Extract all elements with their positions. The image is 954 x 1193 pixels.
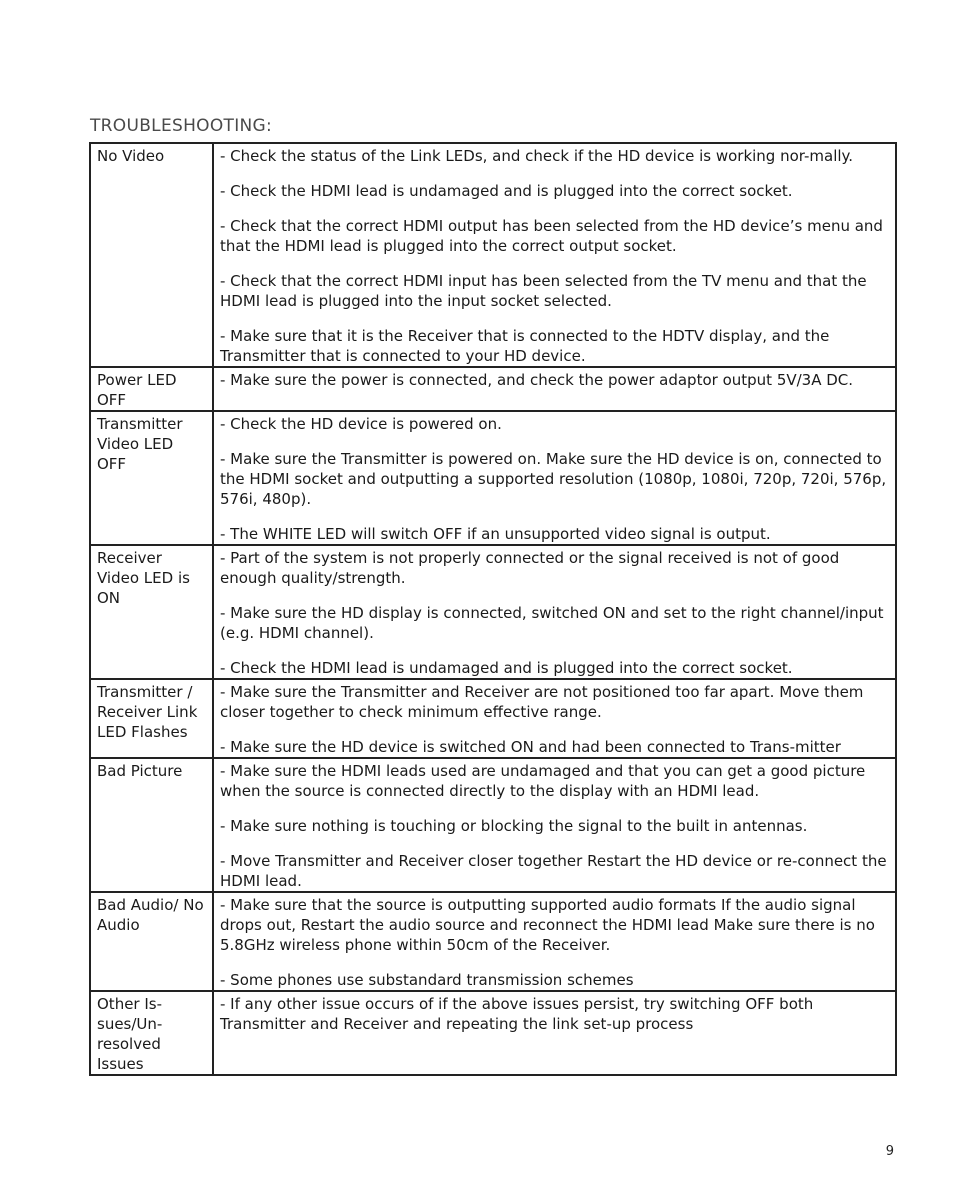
solution-text: - Make sure the Transmitter and Receiver are not positioned too far apart. Move them closer together to check minimum effective range.: [220, 683, 864, 721]
solution-text: - Some phones use substandard transmission schemes: [220, 971, 634, 989]
solution-text: - Make sure the power is connected, and check the power adaptor output 5V/3A DC.: [220, 371, 854, 389]
solution-text: - Make sure the Transmitter is powered on. Make sure the HD device is on, connected to the HDMI socket and outputting a supported resolution (1080p, 1080i, 720p, 720i, 576p, 576i, 480p).: [220, 450, 887, 508]
table-row: [90, 679, 896, 758]
issue-cell: Bad Audio/ No Audio: [90, 892, 213, 991]
table-row: [90, 892, 896, 991]
solution-text: - Part of the system is not properly connected or the signal received is not of good enough quality/strength.: [220, 549, 840, 587]
issue-cell: Transmitter / Receiver Link LED Flashes: [90, 679, 213, 758]
page-number: 9: [885, 1144, 894, 1159]
solution-text: - If any other issue occurs of if the above issues persist, try switching OFF both Transmitter and Receiver and repeating the link set-up process: [220, 995, 814, 1033]
solution-text: - Check the HD device is powered on.: [220, 415, 502, 433]
issue-cell: No Video: [90, 143, 213, 367]
issue-cell: Other Is-sues/Un-resolved Issues: [90, 991, 213, 1075]
solution-cell: [213, 411, 896, 545]
table-row: [90, 143, 896, 367]
table-row: [90, 991, 896, 1075]
table-row: [90, 367, 896, 411]
table-row: [90, 545, 896, 679]
solution-cell: [213, 892, 896, 991]
solution-cell: [213, 143, 896, 367]
solution-text: - Make sure that the source is outputting supported audio formats If the audio signal drops out, Restart the audio source and reconnect the HDMI lead Make sure there is no 5.8GHz wireless phone within 50cm of the Receiver.: [220, 896, 875, 954]
solution-text: - Make sure that it is the Receiver that is connected to the HDTV display, and the Transmitter that is connected to your HD device.: [220, 327, 830, 365]
solution-text: - The WHITE LED will switch OFF if an unsupported video signal is output.: [220, 525, 771, 543]
issue-cell: Power LED OFF: [90, 367, 213, 411]
solution-text: - Check the HDMI lead is undamaged and is plugged into the correct socket.: [220, 182, 793, 200]
solution-cell: [213, 545, 896, 679]
solution-text: - Check that the correct HDMI input has been selected from the TV menu and that the HDMI lead is plugged into the input socket selected.: [220, 272, 867, 310]
solution-text: - Make sure the HD display is connected, switched ON and set to the right channel/input (e.g. HDMI channel).: [220, 604, 884, 642]
issue-cell: Transmitter Video LED OFF: [90, 411, 213, 545]
table-row: [90, 411, 896, 545]
solution-cell: [213, 991, 896, 1075]
troubleshooting-table: [89, 142, 897, 1076]
solution-text: - Check the status of the Link LEDs, and check if the HD device is working nor-mally.: [220, 147, 854, 165]
section-heading: TROUBLESHOOTING:: [90, 116, 273, 136]
table-row: [90, 758, 896, 892]
solution-text: - Check the HDMI lead is undamaged and is plugged into the correct socket.: [220, 659, 793, 677]
solution-text: - Move Transmitter and Receiver closer together Restart the HD device or re-connect the HDMI lead.: [220, 852, 887, 890]
issue-cell: Receiver Video LED is ON: [90, 545, 213, 679]
solution-text: - Make sure nothing is touching or blocking the signal to the built in antennas.: [220, 817, 808, 835]
solution-text: - Make sure the HD device is switched ON and had been connected to Trans-mitter: [220, 738, 841, 756]
solution-cell: [213, 679, 896, 758]
solution-text: - Check that the correct HDMI output has been selected from the HD device’s menu and that the HDMI lead is plugged into the correct output socket.: [220, 217, 883, 255]
solution-cell: [213, 367, 896, 411]
solution-cell: [213, 758, 896, 892]
issue-cell: Bad Picture: [90, 758, 213, 892]
solution-text: - Make sure the HDMI leads used are undamaged and that you can get a good picture when the source is connected directly to the display with an HDMI lead.: [220, 762, 866, 800]
